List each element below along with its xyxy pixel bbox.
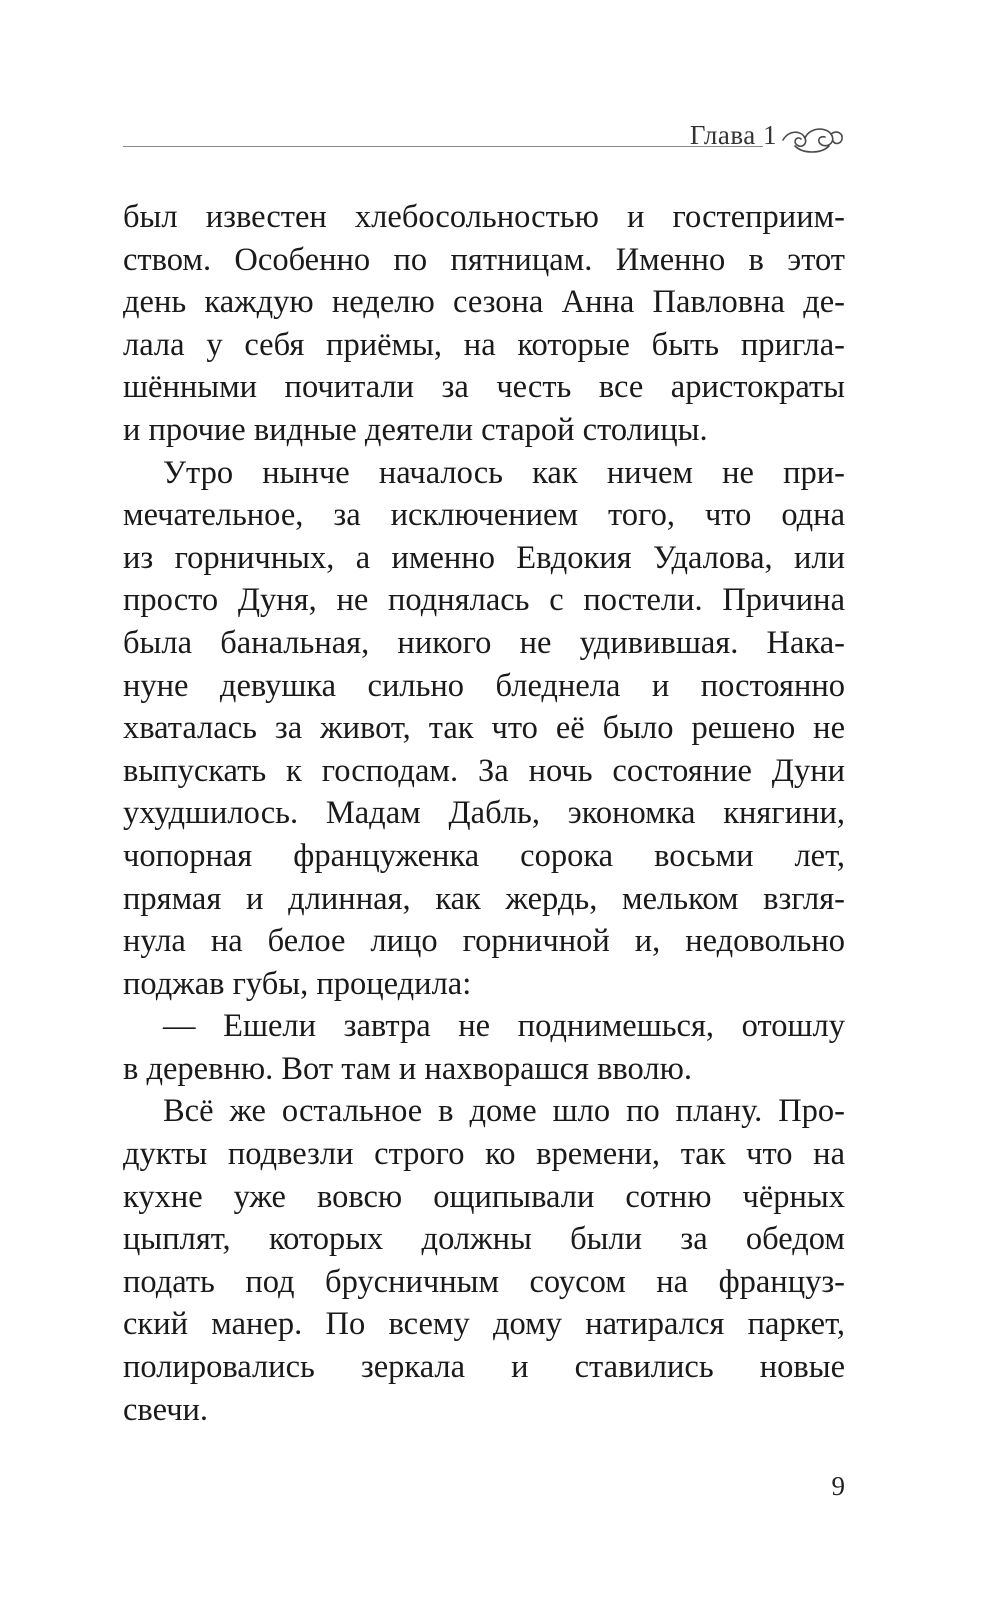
text-line: ский манер. По всему дому натирался паркет, xyxy=(123,1306,845,1343)
paragraph xyxy=(123,1005,845,1090)
text-line: цыплят, которых должны были за обедом xyxy=(123,1221,845,1258)
text-line: выпускать к господам. За ночь состояние Дуни xyxy=(123,752,845,789)
text-line: был известен хлебосольностью и гостеприим- xyxy=(123,199,845,235)
text-line: прямая и длинная, как жердь, мельком взгля- xyxy=(123,880,845,917)
text-line: была банальная, никого не удивившая. Нака- xyxy=(123,624,845,661)
text-line: подать под брусничным соусом на француз- xyxy=(123,1263,845,1300)
page-number: 9 xyxy=(831,1471,845,1501)
text-line: и прочие видные деятели старой столицы. xyxy=(123,411,708,448)
text-line: — Ешели завтра не поднимешься, отошлу xyxy=(163,1008,845,1045)
text-line: из горничных, а именно Евдокия Удалова, или xyxy=(123,539,845,576)
text-line: кухне уже вовсю ощипывали сотню чёрных xyxy=(123,1178,845,1215)
paragraph xyxy=(123,452,845,1006)
text-line: чопорная француженка сорока восьми лет, xyxy=(123,837,845,874)
text-line: шёнными почитали за честь все аристократы xyxy=(123,369,845,406)
text-line: поджав губы, процедила: xyxy=(123,965,472,1002)
paragraph xyxy=(123,196,845,452)
text-line: ством. Особенно по пятницам. Именно в этот xyxy=(123,241,845,278)
text-line: Всё же остальное в доме шло по плану. Про- xyxy=(163,1093,845,1130)
text-line: дукты подвезли строго ко времени, так что на xyxy=(123,1136,845,1173)
text-line: хваталась за живот, так что её было решено не xyxy=(123,710,845,747)
header-rule xyxy=(123,146,763,147)
text-line: ухудшилось. Мадам Дабль, экономка княгини, xyxy=(123,795,845,832)
text-line: нуне девушка сильно бледнела и постоянно xyxy=(123,667,845,704)
swirl-ornament-icon xyxy=(781,118,845,156)
text-line: в деревню. Вот там и нахворашся вволю. xyxy=(123,1050,692,1087)
text-line: день каждую неделю сезона Анна Павловна де- xyxy=(123,284,845,321)
text-line: нула на белое лицо горничной и, недовольно xyxy=(123,923,845,960)
running-header xyxy=(123,118,845,158)
body-text xyxy=(123,196,845,1431)
paragraph xyxy=(123,1090,845,1431)
text-line: просто Дуня, не поднялась с постели. Причина xyxy=(123,582,845,619)
text-line: лала у себя приёмы, на которые быть пригла- xyxy=(123,326,845,363)
text-line: мечательное, за исключением того, что одна xyxy=(123,497,845,534)
text-line: Утро нынче началось как ничем не при- xyxy=(163,454,845,491)
chapter-title: Глава 1 xyxy=(689,120,777,150)
text-line: полировались зеркала и ставились новые xyxy=(123,1349,845,1386)
text-line: свечи. xyxy=(123,1391,209,1428)
